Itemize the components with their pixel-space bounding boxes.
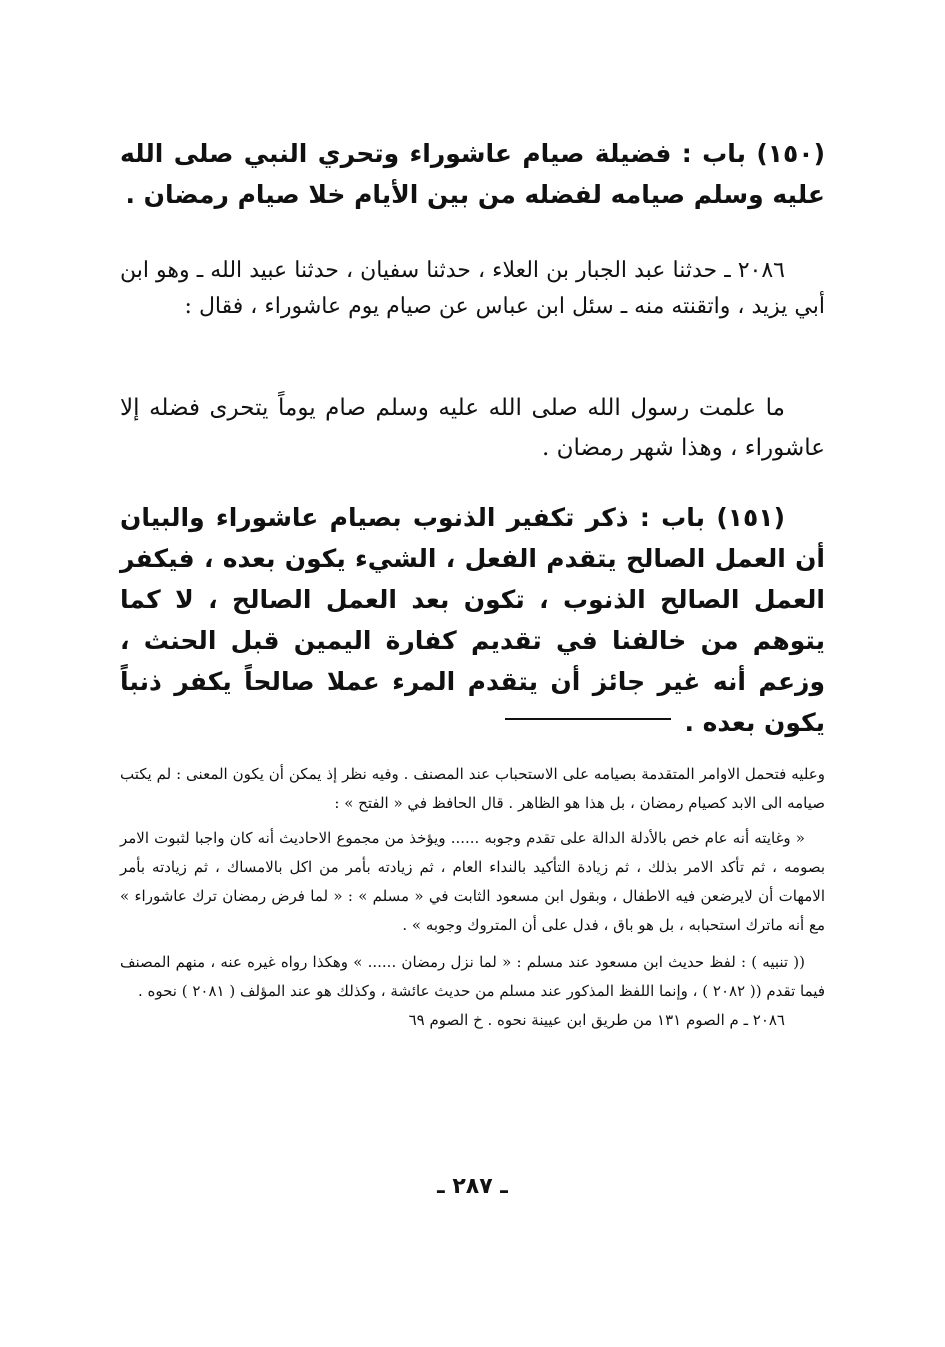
hadith-matn: ما علمت رسول الله صلى الله عليه وسلم صام يوماً يتحرى فضله إلا عاشوراء ، وهذا شهر رمضان . bbox=[120, 395, 825, 461]
footnote-paragraph: وعليه فتحمل الاوامر المتقدمة بصيامه على الاستحباب عند المصنف . وفيه نظر إذ يمكن أن يكون المعنى : لم يكتب صيامه الى الابد كصيام رمضان ، بل هذا هو الظاهر . قال الحافظ في « الفتح » : bbox=[120, 765, 825, 812]
chapter-heading-150: (١٥٠) باب : فضيلة صيام عاشوراء وتحري النبي صلى الله عليه وسلم صيامه لفضله من بين الأيام خلا صيام رمضان . bbox=[120, 139, 825, 209]
page-number: ـ ٢٨٧ ـ bbox=[437, 1174, 508, 1199]
chapter-heading-151: (١٥١) باب : ذكر تكفير الذنوب بصيام عاشوراء والبيان أن العمل الصالح يتقدم الفعل ، الشيء يكون بعده ، فيكفر العمل الصالح الذنوب ، تكون بعد العمل الصالح ، لا كما يتوهم من خالفنا في تقديم كفارة اليمين قبل الحنث ، وزعم أنه غير جائز أن يتقدم المرء عملا صالحاً يكفر ذنباً يكون بعده . bbox=[120, 503, 825, 737]
hadith-isnad: ٢٠٨٦ ـ حدثنا عبد الجبار بن العلاء ، حدثنا سفيان ، حدثنا عبيد الله ـ وهو ابن أبي يزيد ، واتقنته منه ـ سئل ابن عباس عن صيام يوم عاشوراء ، فقال : bbox=[120, 258, 825, 319]
footnotes-section bbox=[120, 760, 825, 1035]
footnote-tanbih: (( تنبيه ) : لفظ حديث ابن مسعود عند مسلم : « لما نزل رمضان ...... » وهكذا رواه غيره عنه ، منهم المصنف فيما تقدم (( ٢٠٨٢ ) ، وإنما اللفظ المذكور عند مسلم من حديث عائشة ، وكذلك هو عند المؤلف ( ٢٠٨١ ) نحوه . bbox=[120, 953, 825, 1000]
footnote-quote: « وغايته أنه عام خص بالأدلة الدالة على تقدم وجوبه ...... ويؤخذ من مجموع الاحاديث أنه كان واجبا لثبوت الامر بصومه ، ثم تأكد الامر بذلك ، ثم زيادة التأكيد بالنداء العام ، ثم زيادته بأمر من اكل بالامساك ، ثم زيادته بأمر الامهات أن لايرضعن فيه الاطفال ، وبقول ابن مسعود الثابت في « مسلم » : « لما فرض رمضان ترك عاشوراء » مع أنه ماترك استحبابه ، بل هو باق ، فدل على أن المتروك وجوبه » . bbox=[120, 829, 825, 934]
footnote-divider bbox=[505, 718, 671, 720]
footnote-takhrij: ٢٠٨٦ ـ م الصوم ١٣١ من طريق ابن عيينة نحوه . خ الصوم ٦٩ bbox=[408, 1011, 785, 1029]
